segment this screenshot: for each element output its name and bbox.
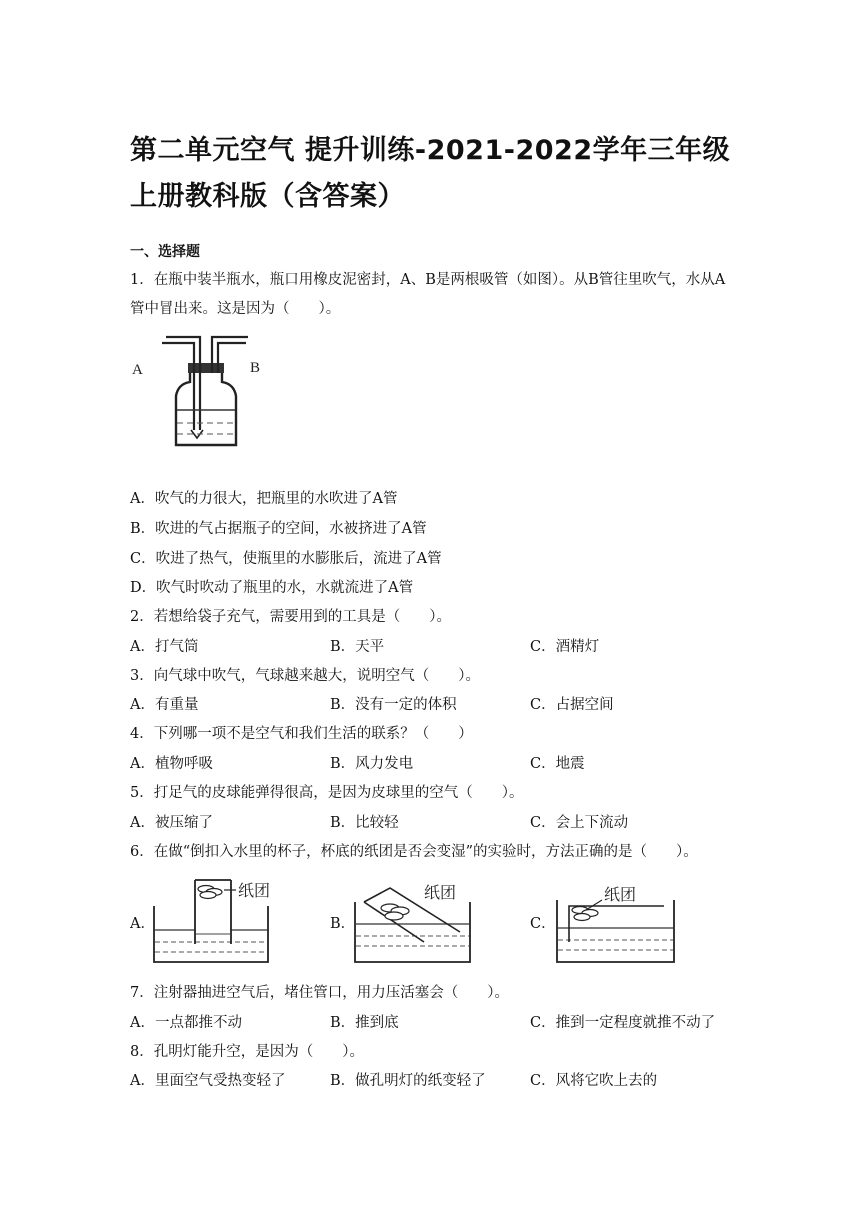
question-2-stem: 2．若想给袋子充气，需要用到的工具是（ ）。 xyxy=(130,609,451,625)
paper-ball-label-c: 纸团 xyxy=(604,885,637,904)
question-7-stem: 7．注射器抽进空气后，堵住管口，用力压活塞会（ ）。 xyxy=(130,985,509,1001)
q5-option-b[interactable]: B．比较轻 xyxy=(330,815,399,831)
q8-option-b[interactable]: B．做孔明灯的纸变轻了 xyxy=(330,1073,486,1089)
question-5-stem: 5．打足气的皮球能弹得很高，是因为皮球里的空气（ ）。 xyxy=(130,785,524,801)
q1-option-d[interactable]: D．吹气时吹动了瓶里的水，水就流进了A管 xyxy=(130,580,414,596)
q6-option-b[interactable]: B． xyxy=(330,916,356,932)
question-6-stem: 6．在做“倒扣入水里的杯子，杯底的纸团是否会变湿”的实验时，方法正确的是（ ）。 xyxy=(130,844,698,860)
tube-b-label: B xyxy=(250,360,261,376)
page-title: 第二单元空气 提升训练-2021-2022学年三年级上册教科版（含答案） xyxy=(130,135,731,212)
q6-option-a[interactable]: A． xyxy=(130,916,155,932)
section-heading: 一、选择题 xyxy=(130,244,200,260)
question-8-stem: 8．孔明灯能升空，是因为（ ）。 xyxy=(130,1044,364,1060)
q1-option-c[interactable]: C．吹进了热气，使瓶里的水膨胀后，流进了A管 xyxy=(130,551,442,567)
q2-option-c[interactable]: C．酒精灯 xyxy=(530,639,600,655)
q3-option-c[interactable]: C．占据空间 xyxy=(530,697,614,713)
q2-option-b[interactable]: B．天平 xyxy=(330,639,385,655)
q8-option-c[interactable]: C．风将它吹上去的 xyxy=(530,1073,658,1089)
q7-option-c[interactable]: C．推到一定程度就推不动了 xyxy=(530,1015,716,1031)
q1-option-a[interactable]: A．吹气的力很大，把瓶里的水吹进了A管 xyxy=(130,491,398,507)
q7-option-a[interactable]: A．一点都推不动 xyxy=(130,1015,242,1031)
q6-option-c[interactable]: C． xyxy=(530,916,556,932)
q3-option-b[interactable]: B．没有一定的体积 xyxy=(330,697,457,713)
q2-option-a[interactable]: A．打气筒 xyxy=(130,639,199,655)
q3-option-a[interactable]: A．有重量 xyxy=(130,697,199,713)
tube-a-label: A xyxy=(132,362,143,378)
cup-experiment-figure-a xyxy=(152,872,272,968)
bottle-tubes-figure xyxy=(128,330,278,455)
cup-experiment-figure-c xyxy=(554,880,680,968)
q5-option-a[interactable]: A．被压缩了 xyxy=(130,815,213,831)
question-1-stem: 1．在瓶中装半瓶水，瓶口用橡皮泥密封，A、B是两根吸管（如图）。从B管往里吹气，水从A管中冒出来。这是因为（ ）。 xyxy=(130,272,726,317)
question-4-stem: 4．下列哪一项不是空气和我们生活的联系？（ ） xyxy=(130,726,473,742)
q5-option-c[interactable]: C．会上下流动 xyxy=(530,815,629,831)
q4-option-c[interactable]: C．地震 xyxy=(530,756,585,772)
question-3-stem: 3．向气球中吹气，气球越来越大，说明空气（ ）。 xyxy=(130,668,480,684)
cup-experiment-figure-b xyxy=(352,880,476,968)
q7-option-b[interactable]: B．推到底 xyxy=(330,1015,399,1031)
q4-option-a[interactable]: A．植物呼吸 xyxy=(130,756,213,772)
q4-option-b[interactable]: B．风力发电 xyxy=(330,756,414,772)
q1-option-b[interactable]: B．吹进的气占据瓶子的空间，水被挤进了A管 xyxy=(130,521,427,537)
q8-option-a[interactable]: A．里面空气受热变轻了 xyxy=(130,1073,286,1089)
paper-ball-label-b: 纸团 xyxy=(424,883,457,902)
paper-ball-label-a: 纸团 xyxy=(238,881,271,900)
